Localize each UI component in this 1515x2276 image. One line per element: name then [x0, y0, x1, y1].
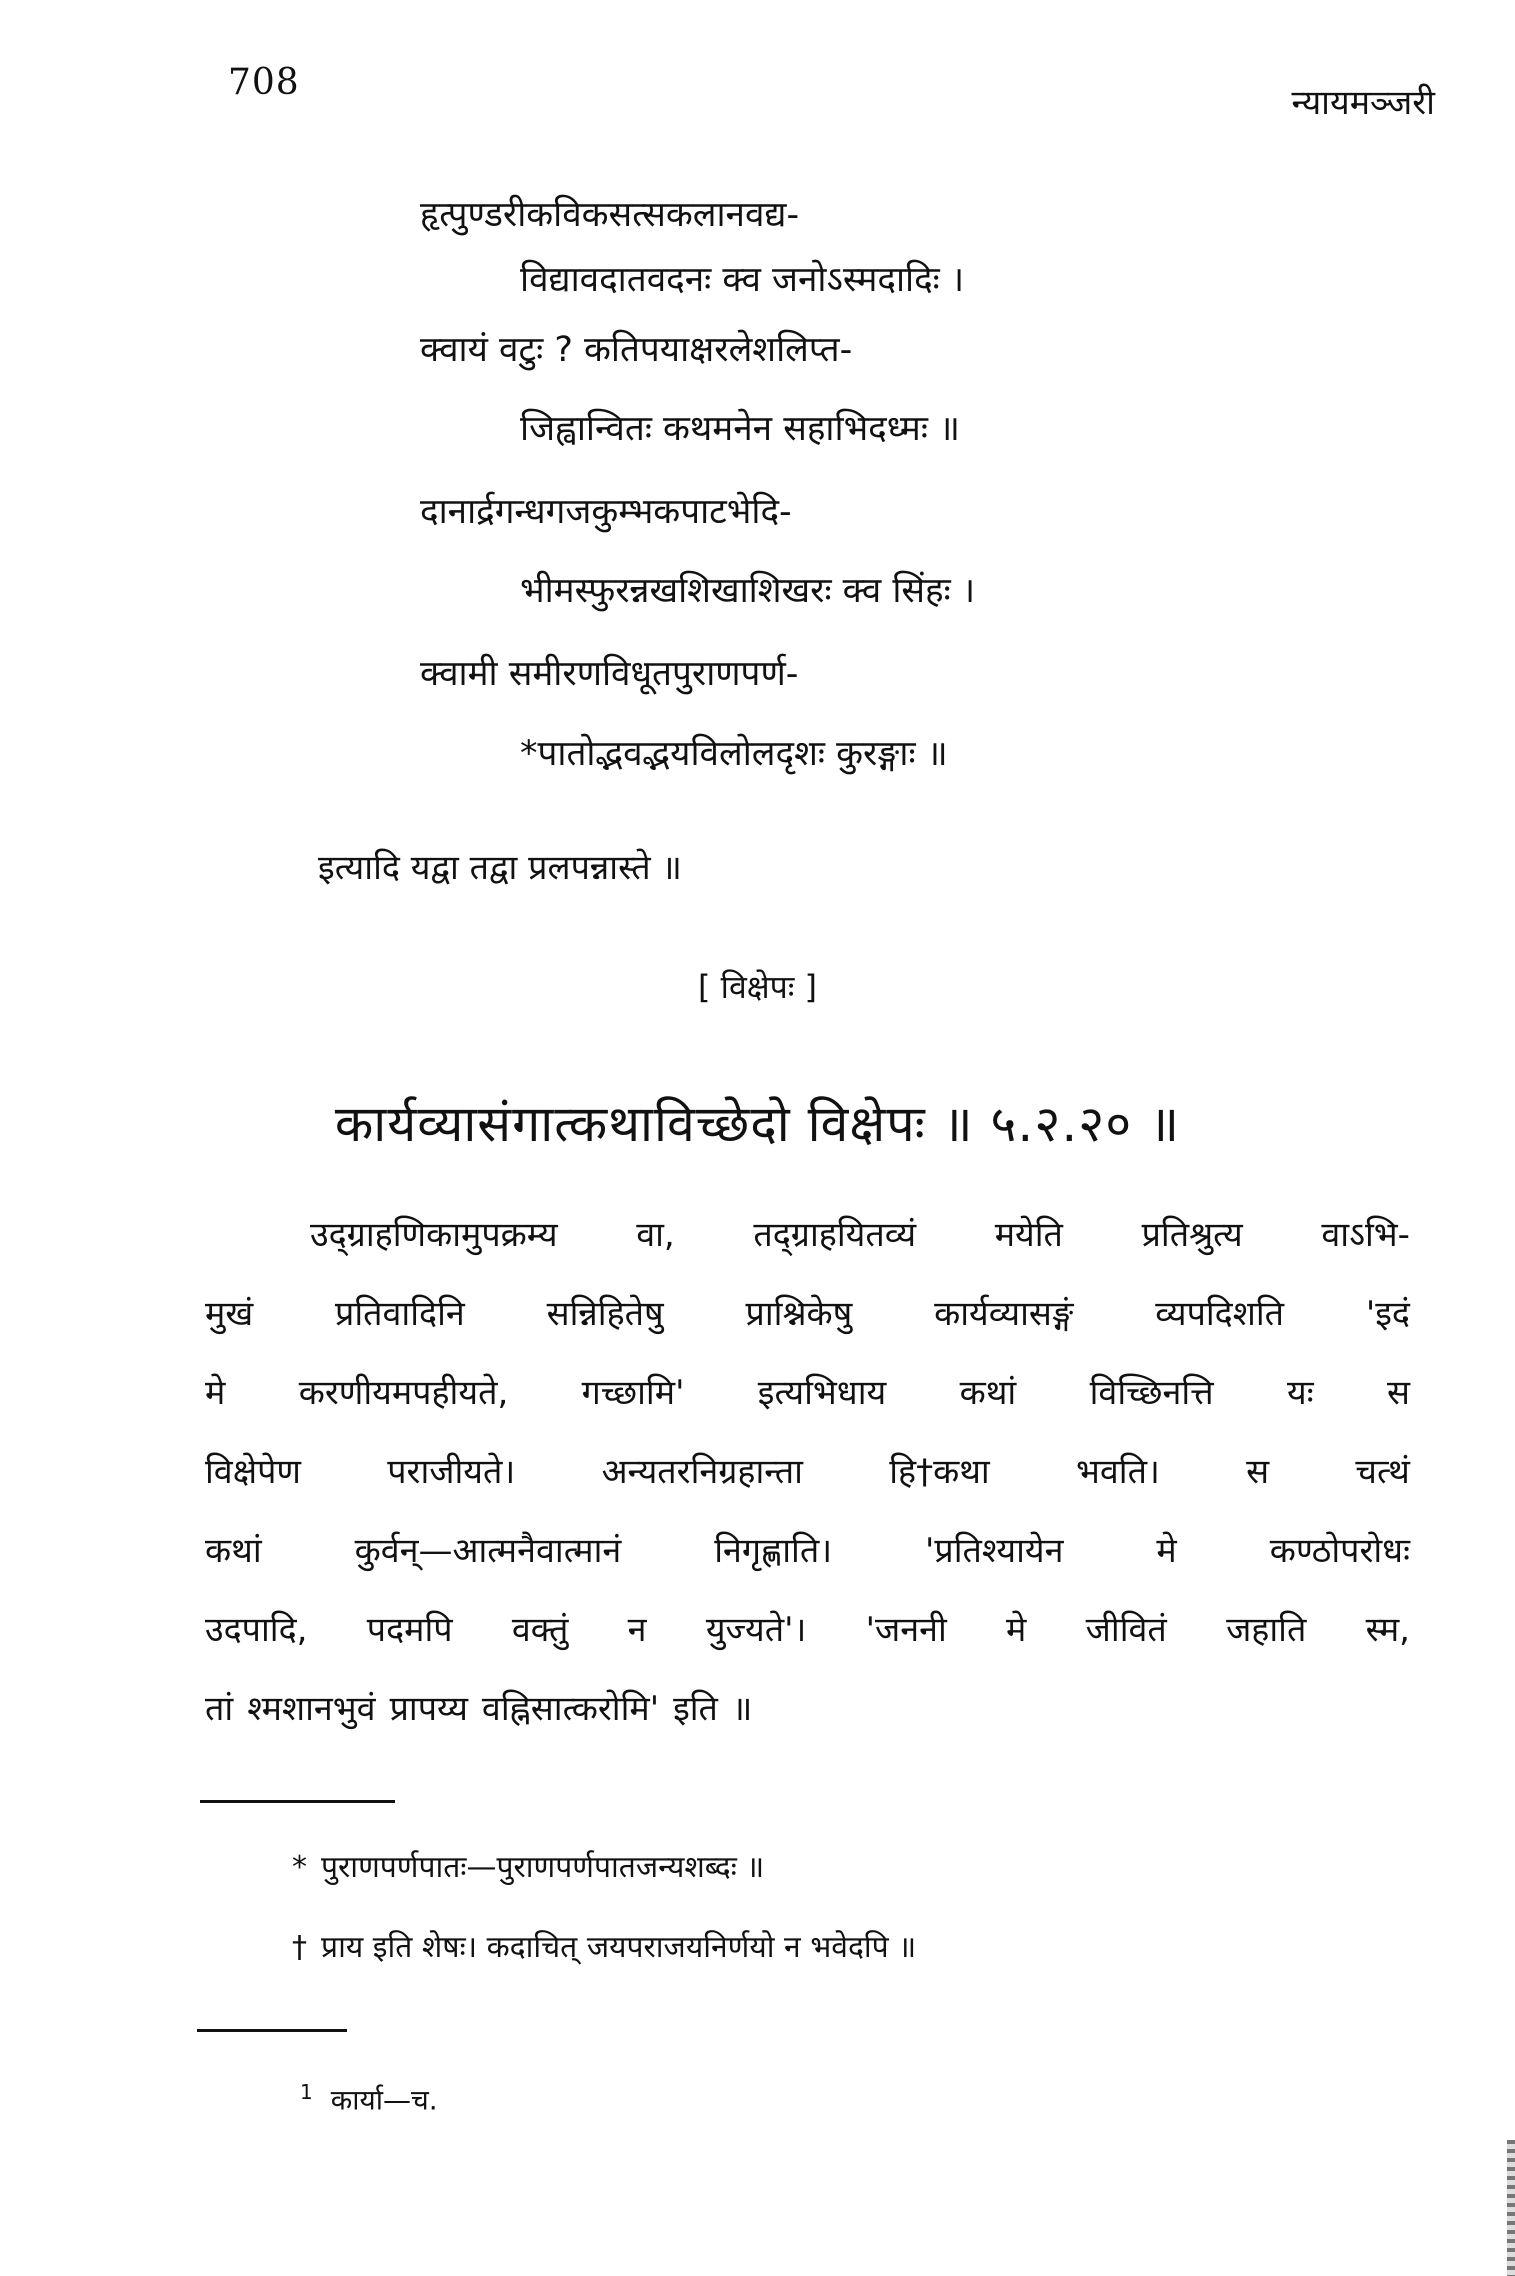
paragraph-word: कथां	[205, 1531, 262, 1571]
variant-rule	[197, 2029, 347, 2032]
paragraph-word: अन्यतरनिग्रहान्ता	[601, 1452, 803, 1492]
paragraph-word: विक्षेपेण	[205, 1452, 301, 1492]
paragraph-line	[205, 1684, 1410, 1763]
paragraph-line	[205, 1368, 1410, 1447]
variant-note	[300, 2080, 438, 2118]
paragraph-word: उद्ग्राहणिकामुपक्रम्य	[310, 1215, 558, 1255]
paragraph-word: विच्छिनत्ति	[1089, 1373, 1214, 1413]
verse-line: क्वामी समीरणविधूतपुराणपर्ण-	[420, 654, 799, 694]
paragraph-word: निगृह्णाति।	[714, 1531, 833, 1571]
paragraph-word: प्रतिवादिनि	[334, 1294, 465, 1334]
paragraph-word: जीवितं	[1085, 1610, 1167, 1650]
paragraph-word: इति	[673, 1689, 718, 1729]
paragraph-word: न	[627, 1610, 647, 1650]
footnote-text: पुराणपर्णपातः—पुराणपर्णपातजन्यशब्दः ॥	[321, 1850, 765, 1885]
paragraph-word: चत्थं	[1355, 1452, 1410, 1492]
verse-line: विद्यावदातवदनः क्व जनोऽस्मदादिः ।	[520, 260, 965, 300]
footnote-text: प्राय इति शेषः। कदाचित् जयपराजयनिर्णयो न भवेदपि ॥	[321, 1930, 917, 1965]
paragraph-line	[205, 1526, 1410, 1605]
footnote-rule	[200, 1800, 395, 1803]
paragraph-word: 'जननी	[865, 1610, 947, 1650]
paragraph-word: वक्तुं	[511, 1610, 569, 1650]
paragraph-word: पराजीयते।	[387, 1452, 516, 1492]
verse-line: हृत्पुण्डरीकविकसत्सकलानवद्य-	[420, 195, 800, 235]
paragraph-line	[205, 1210, 1410, 1289]
footnote	[292, 1925, 916, 1966]
paragraph-word: स	[1387, 1373, 1410, 1413]
paragraph-word: तद्ग्राहयितव्यं	[753, 1215, 917, 1255]
paragraph-word: मे	[1156, 1531, 1177, 1571]
closing-line: इत्यादि यद्वा तद्वा प्रलपन्नास्ते ॥	[318, 848, 682, 888]
paragraph-word: यः	[1287, 1373, 1314, 1413]
paragraph-word: मे	[205, 1373, 226, 1413]
paragraph-word: कथां	[959, 1373, 1017, 1413]
paragraph-word: उदपादि,	[205, 1610, 308, 1650]
sutra-line: कार्यव्यासंगात्कथाविच्छेदो विक्षेपः ॥ ५.२.२० ॥	[334, 1095, 1181, 1153]
paragraph-word: वा,	[636, 1215, 675, 1255]
page-number: 708	[228, 62, 300, 103]
paragraph-word: भवति।	[1076, 1452, 1160, 1492]
paragraph-word: हि†कथा	[889, 1452, 990, 1492]
paragraph-word: व्यपदिशति	[1155, 1294, 1285, 1334]
paragraph-word: मे	[1006, 1610, 1027, 1650]
paragraph-word: इत्यभिधाय	[757, 1373, 887, 1413]
paragraph-word: 'प्रतिश्यायेन	[925, 1531, 1064, 1571]
paragraph-line	[205, 1447, 1410, 1526]
variant-marker: 1	[300, 2080, 313, 2104]
paragraph-word: स	[1246, 1452, 1270, 1492]
paragraph-word: प्राश्निकेषु	[745, 1294, 853, 1334]
paragraph-line	[205, 1605, 1410, 1684]
paragraph-word: मयेति	[994, 1215, 1063, 1255]
paragraph-word: करणीयमपहीयते,	[298, 1373, 509, 1413]
footnote-marker: †	[292, 1930, 307, 1965]
page-edge-mark	[1507, 2140, 1515, 2276]
paragraph-word: श्मशानभुवं	[247, 1689, 376, 1729]
verse-line: जिह्वान्वितः कथमनेन सहाभिदध्मः ॥	[520, 409, 961, 449]
paragraph-word: कुर्वन्—आत्मनैवात्मानं	[354, 1531, 622, 1571]
verse-line: क्वायं वटुः ? कतिपयाक्षरलेशलिप्त-	[420, 330, 853, 370]
paragraph-word: ॥	[731, 1689, 753, 1729]
paragraph-word: 'इदं	[1365, 1294, 1410, 1334]
paragraph-word: प्रापय्य	[389, 1689, 468, 1729]
paragraph-word: तां	[205, 1689, 234, 1729]
paragraph-word: युज्यते'।	[705, 1610, 807, 1650]
paragraph-word: गच्छामि'	[581, 1373, 685, 1413]
section-heading: [ विक्षेपः ]	[698, 968, 817, 1006]
verse-line: *पातोद्भवद्भयविलोलदृशः कुरङ्गाः ॥	[520, 734, 948, 774]
paragraph-word: वाऽभि-	[1321, 1215, 1410, 1255]
paragraph-word: सन्निहितेषु	[546, 1294, 664, 1334]
footnote	[292, 1845, 764, 1886]
commentary-paragraph	[205, 1210, 1410, 1763]
paragraph-word: पदमपि	[366, 1610, 453, 1650]
paragraph-word: प्रतिश्रुत्य	[1141, 1215, 1243, 1255]
paragraph-word: वह्निसात्करोमि'	[481, 1689, 660, 1729]
verse-line: दानार्द्रगन्धगजकुम्भकपाटभेदि-	[420, 492, 792, 532]
paragraph-word: कार्यव्यासङ्गं	[934, 1294, 1074, 1334]
running-title: न्यायमञ्जरी	[1291, 83, 1435, 123]
paragraph-word: मुखं	[205, 1294, 254, 1334]
footnote-marker: *	[292, 1850, 307, 1885]
paragraph-word: कण्ठोपरोधः	[1269, 1531, 1410, 1571]
paragraph-word: जहाति	[1226, 1610, 1307, 1650]
paragraph-line	[205, 1289, 1410, 1368]
verse-line: भीमस्फुरन्नखशिखाशिखरः क्व सिंहः ।	[520, 571, 976, 611]
paragraph-word: स्म,	[1365, 1610, 1410, 1650]
variant-text: कार्या—च.	[330, 2083, 438, 2117]
